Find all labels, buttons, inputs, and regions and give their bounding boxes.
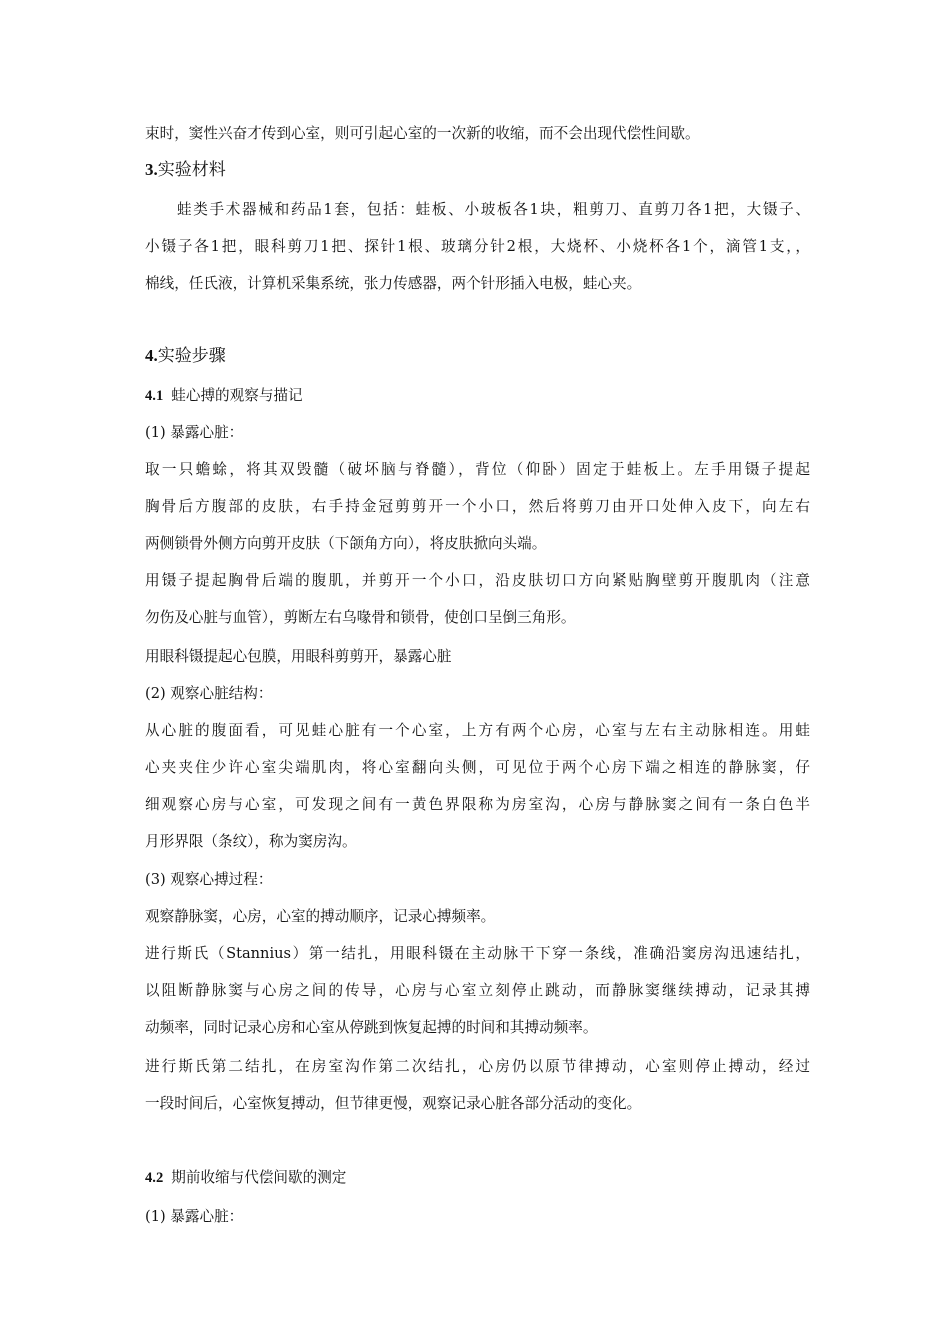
heartbeat-order-line: 观察静脉窦，心房，心室的搏动顺序，记录心搏频率。	[145, 908, 496, 925]
second-ligation-line-1: 进行斯氏第二结扎，在房室沟作第二次结扎，心房仍以原节律搏动，心室则停止搏动，经过	[145, 1058, 810, 1075]
materials-line-2: 小镊子各1把，眼科剪刀1把、探针1根、玻璃分针2根，大烧杯、小烧杯各1个，滴管1支，，	[145, 238, 810, 255]
section-4-2-step-1-label: (1) 暴露心脏：	[145, 1208, 244, 1225]
expose-heart-line-3: 两侧锁骨外侧方向剪开皮肤（下颌角方向），将皮肤掀向头端。	[145, 535, 547, 552]
step-3-label: (3) 观察心搏过程：	[145, 871, 273, 888]
abdominal-muscle-line-1: 用镊子提起胸骨后端的腹肌，并剪开一个小口，沿皮肤切口方向紧贴胸壁剪开腹肌肉（注意	[145, 572, 810, 589]
section-4-1-title: 蛙心搏的观察与描记	[171, 387, 303, 404]
abdominal-muscle-line-2: 勿伤及心脏与血管），剪断左右乌喙骨和锁骨，使创口呈倒三角形。	[145, 609, 576, 626]
intro-paragraph-tail: 束时，窦性兴奋才传到心室，则可引起心室的一次新的收缩，而不会出现代偿性间歇。	[145, 125, 700, 142]
step-2-label: (2) 观察心脏结构：	[145, 685, 273, 702]
section-4-2-number: 4.2	[145, 1170, 164, 1186]
section-3-title: 实验材料	[157, 160, 226, 180]
section-4-1-heading	[145, 386, 303, 406]
section-4-2-heading	[145, 1168, 346, 1188]
first-ligation-line-3: 动频率，同时记录心房和心室从停跳到恢复起搏的时间和其搏动频率。	[145, 1019, 598, 1036]
section-3-heading	[145, 160, 226, 180]
heart-structure-line-2: 心夹夹住少许心室尖端肌肉，将心室翻向头侧，可见位于两个心房下端之相连的静脉窦，仔	[145, 759, 810, 776]
expose-heart-line-2: 胸骨后方腹部的皮肤，右手持金冠剪剪开一个小口，然后将剪刀由开口处伸入皮下，向左右	[145, 498, 810, 515]
step-1-label: (1) 暴露心脏：	[145, 424, 244, 441]
heart-structure-line-1: 从心脏的腹面看，可见蛙心脏有一个心室，上方有两个心房，心室与左右主动脉相连。用蛙	[145, 722, 810, 739]
materials-line-3: 棉线，任氏液，计算机采集系统，张力传感器，两个针形插入电极，蛙心夹。	[145, 275, 642, 292]
section-4-1-number: 4.1	[145, 388, 164, 404]
section-4-number: 4.	[145, 346, 158, 365]
heart-structure-line-4: 月形界限（条纹），称为窦房沟。	[145, 833, 357, 850]
expose-heart-line-1: 取一只蟾蜍，将其双毁髓（破坏脑与脊髓），背位（仰卧）固定于蛙板上。左手用镊子提起	[145, 461, 810, 478]
section-4-2-title: 期前收缩与代偿间歇的测定	[171, 1169, 347, 1186]
materials-line-1: 蛙类手术器械和药品1套，包括：蛙板、小玻板各1块，粗剪刀、直剪刀各1把，大镊子、	[177, 201, 810, 218]
pericardium-line: 用眼科镊提起心包膜，用眼科剪剪开，暴露心脏	[145, 648, 452, 665]
first-ligation-line-2: 以阻断静脉窦与心房之间的传导，心房与心室立刻停止跳动，而静脉窦继续搏动，记录其搏	[145, 982, 810, 999]
section-4-heading	[145, 346, 226, 366]
first-ligation-line-1: 进行斯氏（Stannius）第一结扎，用眼科镊在主动脉干下穿一条线，准确沿窦房沟迅速结扎，	[145, 945, 810, 962]
second-ligation-line-2: 一段时间后，心室恢复搏动，但节律更慢，观察记录心脏各部分活动的变化。	[145, 1095, 642, 1112]
section-3-number: 3.	[145, 160, 158, 179]
heart-structure-line-3: 细观察心房与心室，可发现之间有一黄色界限称为房室沟，心房与静脉窦之间有一条白色半	[145, 796, 810, 813]
section-4-title: 实验步骤	[157, 346, 226, 366]
